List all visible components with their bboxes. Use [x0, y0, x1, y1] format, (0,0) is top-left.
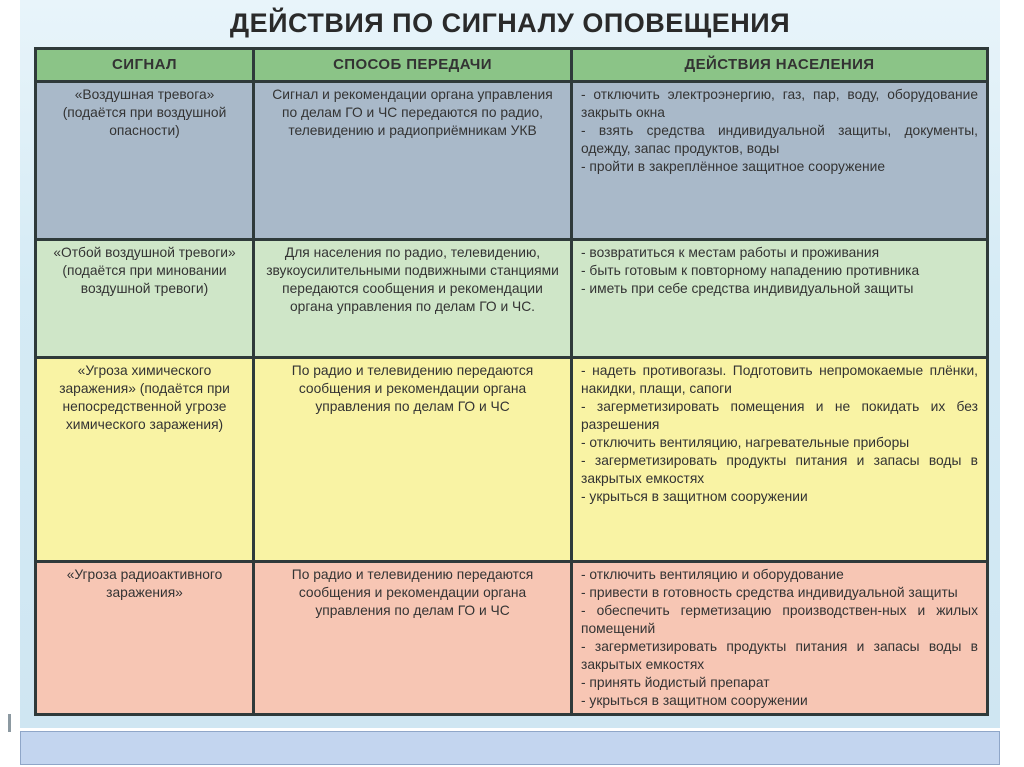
header-method: СПОСОБ ПЕРЕДАЧИ [254, 49, 572, 82]
action-item: - отключить вентиляцию, нагревательные приборы [581, 435, 910, 450]
action-item: - возвратиться к местам работы и проживания [581, 245, 880, 260]
bottom-strip [20, 731, 1000, 765]
edge-mark [8, 714, 11, 732]
table-header-row [36, 49, 988, 82]
action-item: - загерметизировать помещения и не покидать их без разрешения [581, 399, 978, 432]
action-item: - укрыться в защитном сооружении [581, 489, 808, 504]
action-item: - отключить электроэнергию, газ, пар, воду, оборудование закрыть окна [581, 87, 978, 120]
page-title: ДЕЙСТВИЯ ПО СИГНАЛУ ОПОВЕЩЕНИЯ [229, 8, 791, 38]
table-row [36, 240, 988, 358]
signal-actions-table [34, 47, 989, 716]
signal-cell: «Отбой воздушной тревоги» (подаётся при миновании воздушной тревоги) [36, 240, 254, 358]
action-item: - надеть противогазы. Подготовить непромокаемые плёнки, накидки, плащи, сапоги [581, 363, 978, 396]
poster [20, 0, 1000, 728]
action-item: - загерметизировать продукты питания и запасы воды в закрытых емкостях [581, 453, 978, 486]
action-item: - укрыться в защитном сооружении [581, 693, 808, 708]
method-cell: По радио и телевидению передаются сообщения и рекомендации органа управления по делам ГО и ЧС [254, 358, 572, 562]
table-row [36, 358, 988, 562]
actions-cell [572, 82, 988, 240]
action-item: - быть готовым к повторному нападению противника [581, 263, 920, 278]
actions-cell [572, 240, 988, 358]
action-item: - отключить вентиляцию и оборудование [581, 567, 844, 582]
action-item: - загерметизировать продукты питания и запасы воды в закрытых емкостях [581, 639, 978, 672]
method-cell: Для населения по радио, телевидению, звукоусилительными подвижными станциями передаются сообщения и рекомендации органа управления по делам ГО и ЧС. [254, 240, 572, 358]
signal-cell: «Угроза радиоактивного заражения» [36, 562, 254, 715]
actions-cell [572, 358, 988, 562]
action-item: - иметь при себе средства индивидуальной защиты [581, 281, 914, 296]
table-row [36, 562, 988, 715]
signal-cell: «Угроза химического заражения» (подаётся при непосредственной угрозе химического заражения) [36, 358, 254, 562]
action-item: - привести в готовность средства индивидуальной защиты [581, 585, 958, 600]
signal-cell: «Воздушная тревога» (подаётся при воздушной опасности) [36, 82, 254, 240]
method-cell: Сигнал и рекомендации органа управления по делам ГО и ЧС передаются по радио, телевидению и радиоприёмникам УКВ [254, 82, 572, 240]
action-item: - пройти в закреплённое защитное сооружение [581, 159, 886, 174]
header-actions: ДЕЙСТВИЯ НАСЕЛЕНИЯ [572, 49, 988, 82]
action-item: - обеспечить герметизацию производствен-ных и жилых помещений [581, 603, 978, 636]
method-cell: По радио и телевидению передаются сообщения и рекомендации органа управления по делам ГО и ЧС [254, 562, 572, 715]
actions-cell [572, 562, 988, 715]
header-signal: СИГНАЛ [36, 49, 254, 82]
action-item: - принять йодистый препарат [581, 675, 770, 690]
table-row [36, 82, 988, 240]
action-item: - взять средства индивидуальной защиты, документы, одежду, запас продуктов, воды [581, 123, 978, 156]
